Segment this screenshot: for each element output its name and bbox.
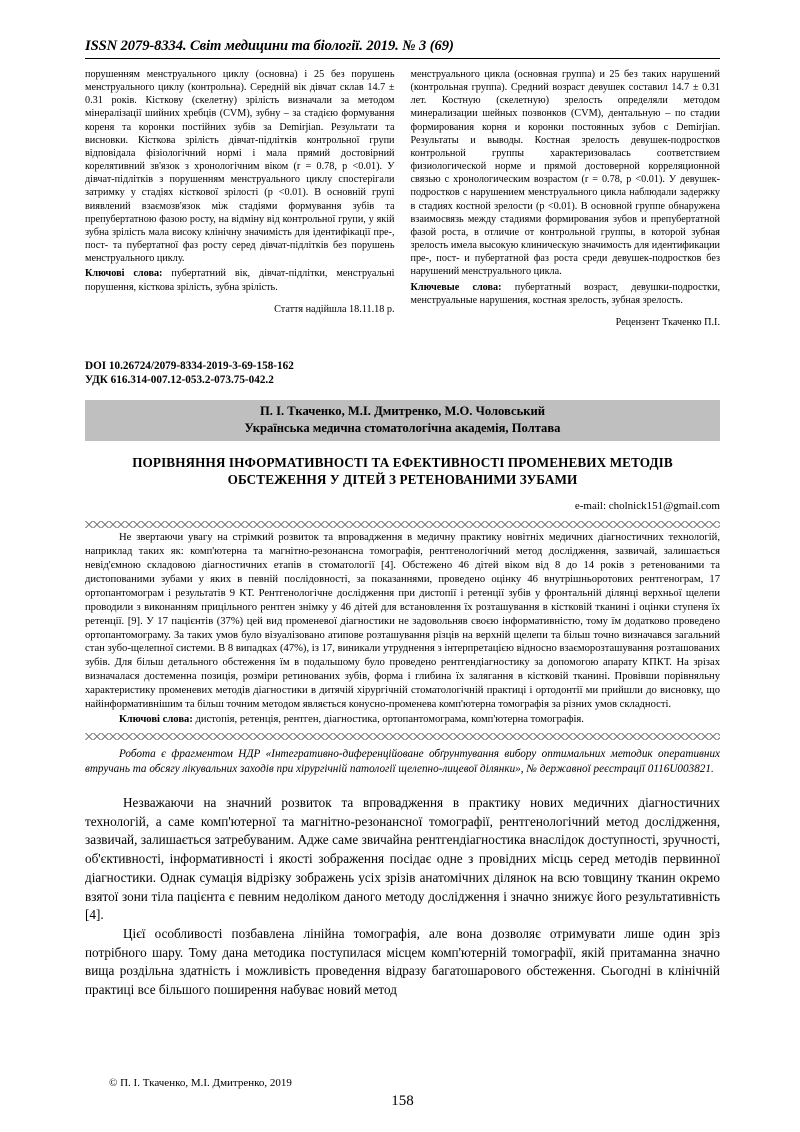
abstract-ru-keywords-list: пубертатный возраст, девушки-подростки, менструальные нарушения, костная зрелость, зубная зрелость. [410, 281, 721, 306]
page-footer [85, 1077, 720, 1110]
body-paragraph: Незважаючи на значний розвиток та впровадження в практику нових медичних діагностичних технологій, а саме комп'ютерної та магнітно-резонансної томографії, рентгенологічний метод дослідження, зазвичай, залишається затребуваним. Адже саме звичайна рентгендіагностика внаслідок доступності, зручності, об'єктивності, інформативності і якості зображення посідає одне з провідних місць серед методів первинної діагностики. Однак сумація відрізку зображень усіх зрізів анатомічних ділянок на всю товщину тканин окремо взятої зони тіла пацієнта є певним недоліком даного методу дослідження і значно знижує його результативність [4]. [85, 794, 720, 923]
authors-band [85, 400, 720, 441]
main-abstract [85, 531, 720, 728]
contact-email[interactable]: e-mail: cholnick151@gmail.com [574, 499, 720, 512]
doi-line: DOI 10.26724/2079-8334-2019-3-69-158-162 [85, 359, 294, 372]
udc-line: УДК 616.314-007.12-053.2-073.75-042.2 [85, 374, 274, 387]
main-abstract-keywords-list: дистопія, ретенція, рентген, діагностика, ортопантомограма, комп'ютерна томографія. [192, 714, 584, 726]
abstract-ru-text: менструального цикла (основная группа) и 25 без таких нарушений (контрольная группа). Средний возраст девушек составил 14.7 ± 0.31 лет. Костную (скелетную) зрелость определяли методом минерализации шейных позвонков (CVM), дентальную – по стадии формирования корня и коронки постоянных зубов с Demirjian. Результаты и выводы. Костная зрелость девушек-подростков контрольной группы характеризовалась соответствием физиологической норме и прямой достоверной корреляционной связью с хронологическим возрастом (r = 0.78, p <0.01). У девушек-подростков с нарушением менструального цикла наблюдали задержку в стадиях костной зрелости (р <0.01). В основной группе обнаружена взаимосвязь между стадиями формирования зубов и препубертатной фазой роста, в отличие от контрольной группы, в которой зубная зрелость имела высокую клиническую значимость для идентификации пре-, пост- и пубертатной фаз роста среди девушек-подростков без нарушений менструального цикла. [410, 69, 720, 278]
main-abstract-text: Не звертаючи увагу на стрімкий розвиток та впровадження в медичну практику новітніх медичних діагностичних технологій, наприклад таких як: комп'ютерна та магнітно-резонансна томографія, рентгенологічний метод дослідження, зазвичай, залишається невід'ємною складовою діагностичних етапів в стоматології [4]. Обстежено 46 дітей віком від 8 до 14 років з ретенованими та дистопованими зубами у яких в певній послідовності, за показаннями, проведено оцінку 46 внутрішньоротових рентгенограм, 17 ортопантомограм і результатів 9 КТ. Рентгенологічне дослідження при дистопії і ретенції зубів у фронтальній ділянці верхньої щелепи проводили з виконанням прицільного рентген знімку у 46 дітей для встановлення їх розташування в кістковій тканині і оцінки ступеня їх ретенції. [9]. У 17 пацієнтів (37%) цей вид променевої діагностики не задовольняв своєю інформативністю, тому їм додатково проведено ортопантомограму. За таких умов було візуалізовано атипове розташування різців на верхній щелепи та більш точно визначався загальний стан зубо-щелепної системи. В 8 випадках (47%), із 17, виникали утруднення з інтерпретацією відносно взаєморозташування розташованих зубів. Для більш детального обстеження їм в подальшому було проведено рентгендіагностику за допомогою апарату КПКТ. На зрізах визначалася достеменна позиція, розміри ретинованих зубів, форма і глибина їх залягання в кістковій тканині. Провівши порівняльну характеристику променевих методів діагностики в дитячій хірургічній стоматологічній практиці і ортодонтії ми прийшли до висновку, що найінформативнішим та більш точним методом являється конусно-променева комп'ютерна томографія за різних умов складності. [85, 531, 720, 711]
page-number: 158 [391, 1093, 414, 1109]
abstract-ua-text: порушенням менструального циклу (основна) і 25 без порушень менструального циклу (контрольна). Середній вік дівчат склав 14.7 ± 0.31 років. Кісткову (скелетну) зрілість визначали за методом мінералізації шийних хребців (CVM), зубну – за стадією формування кореня та коронки постійних зубів за Demirjian. Результати та висновки. Кісткова зрілість дівчат-підлітків контрольної групи відповідала фізіологічний нормі і мала прямий достовірний корелятивний зв'язок з хронологічним віком (r = 0.78, p <0.01). У дівчат-підлітків з порушенням менструального циклу спостерігали затримку у стадіях кісткової зрілості (р <0.01). В основній групі виявлений взаємозв'язок між стадіями формування зубів та препубертатною фазою росту, на відміну від контрольної групи, у якій зубна зрілість мала високу клінічну значимість для ідентифікації пре-, пост- та пубертатної фаз росту серед дівчат-підлітків без порушень менструального циклу. [85, 69, 395, 265]
abstract-ua-keywords-label: Ключові слова: [85, 268, 163, 280]
copyright-line: © П. І. Ткаченко, М.І. Дмитренко, 2019 [109, 1077, 292, 1089]
abstract-ru-keywords-label: Ключевые слова: [410, 281, 502, 293]
abstract-ua-keywords-list: пубертатний вік, дівчат-підлітки, менструальні порушення, кісткова зрілість, зубна зрілість. [85, 268, 395, 293]
abstract-column-russian [411, 68, 721, 329]
abstract-column-ukrainian [85, 68, 395, 329]
reviewer-name: Рецензент Ткаченко П.І. [615, 316, 720, 328]
body-paragraph: Цієї особливості позбавлена лінійна томографія, але вона дозволяє отримувати лише один зріз потрібного шару. Тому дана методика поступилася місцем комп'ютерній томографії, якій притаманна значно вища роздільна здатність і можливість проведення відразу багатошарового обстеження. Сьогодні в клінічній практиці все більшого поширення набуває новий метод [85, 925, 720, 998]
abstract-ua-keywords [85, 267, 395, 293]
funding-note: Робота є фрагментом НДР «Інтегративно-диференційоване обґрунтування вибору оптимальних методик оперативних втручань та обсягу лікувальних заходів при хірургічній патології щелепно-лицевої ділянки», № державної реєстрації 0116U003821. [85, 748, 720, 776]
identifier-block [85, 359, 720, 388]
abstract-ru-keywords [411, 281, 721, 307]
wavy-divider-bottom [85, 733, 720, 740]
article-title: ПОРІВНЯННЯ ІНФОРМАТИВНОСТІ ТА ЕФЕКТИВНОСТІ ПРОМЕНЕВИХ МЕТОДІВ ОБСТЕЖЕННЯ У ДІТЕЙ З РЕТЕНОВАНИМИ ЗУБАМИ [132, 454, 673, 488]
running-head: ISSN 2079-8334. Світ медицини та біології. 2019. № 3 (69) [85, 38, 454, 54]
main-abstract-keywords-label: Ключові слова: [119, 714, 193, 726]
submitted-date: Стаття надійшла 18.11.18 р. [274, 303, 395, 315]
author-list: П. І. Ткаченко, М.І. Дмитренко, М.О. Чоловський [260, 403, 545, 418]
main-abstract-keywords [85, 713, 720, 727]
wavy-divider-top [85, 521, 720, 528]
header-rule [85, 58, 720, 59]
affiliation: Українська медична стоматологічна академія, Полтава [244, 420, 561, 435]
bilingual-abstract-columns [85, 68, 720, 329]
article-body [85, 794, 720, 1000]
